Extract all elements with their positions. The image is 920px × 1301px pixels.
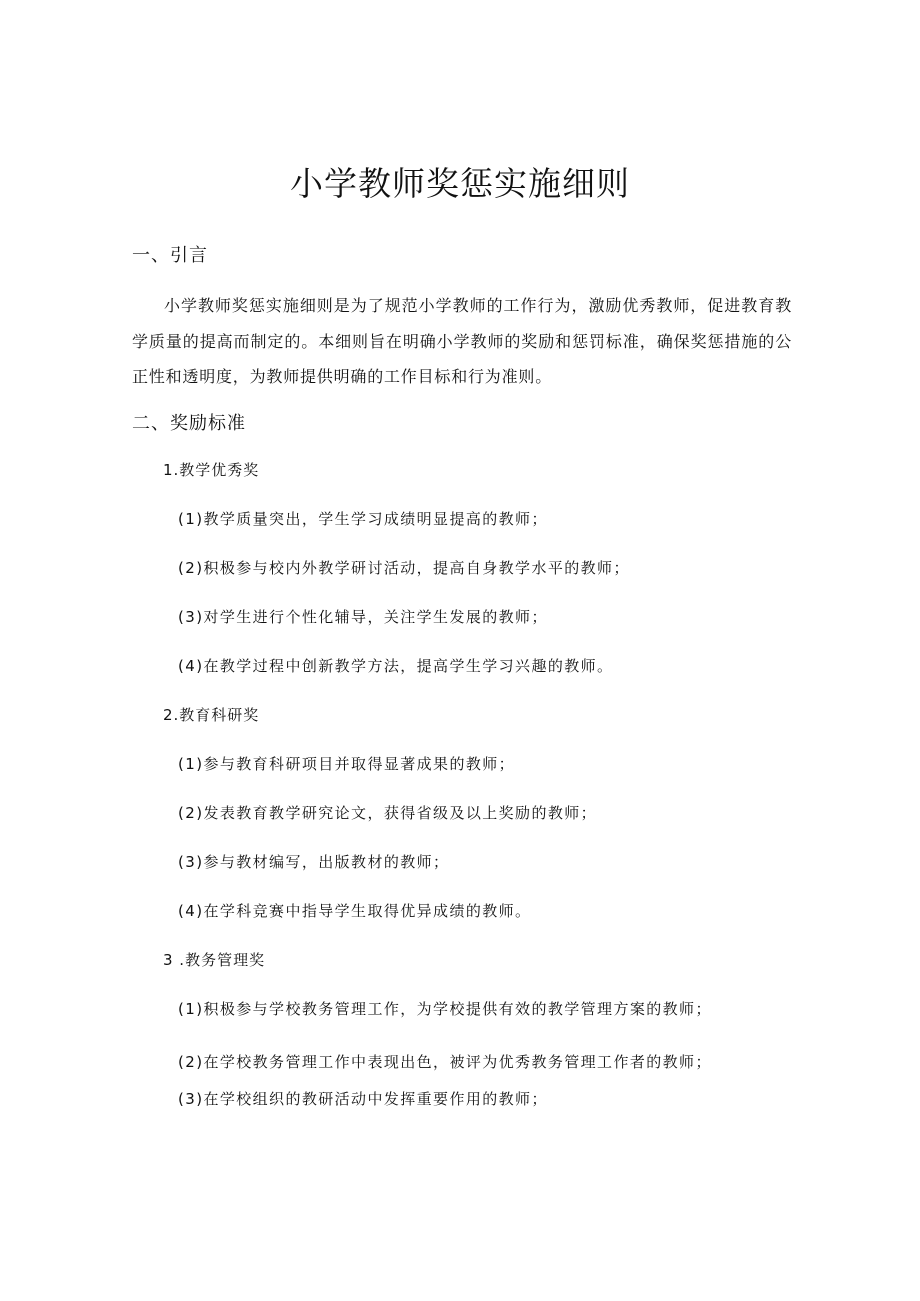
subsection-heading-management-award: 3 .教务管理奖 [163,951,266,969]
subsection-heading-teaching-award: 1.教学优秀奖 [163,461,260,479]
list-item: (1)积极参与学校教务管理工作，为学校提供有效的教学管理方案的教师； [178,1000,712,1018]
list-item: (1)教学质量突出，学生学习成绩明显提高的教师； [178,510,548,528]
list-item: (2)发表教育教学研究论文，获得省级及以上奖励的教师； [178,804,598,822]
list-item: (2)积极参与校内外教学研讨活动，提高自身教学水平的教师； [178,559,630,577]
subsection-heading-research-award: 2.教育科研奖 [163,706,260,724]
section-heading-introduction: 一、引言 [132,245,208,266]
list-item: (4)在教学过程中创新教学方法，提高学生学习兴趣的教师。 [178,657,614,675]
section-heading-reward-standards: 二、奖励标准 [132,413,246,434]
list-item: (3)在学校组织的教研活动中发挥重要作用的教师； [178,1090,548,1108]
list-item: (3)参与教材编写，出版教材的教师； [178,853,450,871]
list-item: (1)参与教育科研项目并取得显著成果的教师； [178,755,516,773]
list-item: (3)对学生进行个性化辅导，关注学生发展的教师； [178,608,548,626]
introduction-paragraph: 小学教师奖惩实施细则是为了规范小学教师的工作行为，激励优秀教师，促进教育教学质量的提高而制定的。本细则旨在明确小学教师的奖励和惩罚标准，确保奖惩措施的公正性和透明度，为教师提供明确的工作目标和行为准则。 [132,296,792,386]
list-item: (4)在学科竞赛中指导学生取得优异成绩的教师。 [178,902,532,920]
document-title: 小学教师奖惩实施细则 [290,164,630,203]
list-item: (2)在学校教务管理工作中表现出色，被评为优秀教务管理工作者的教师； [178,1053,712,1071]
